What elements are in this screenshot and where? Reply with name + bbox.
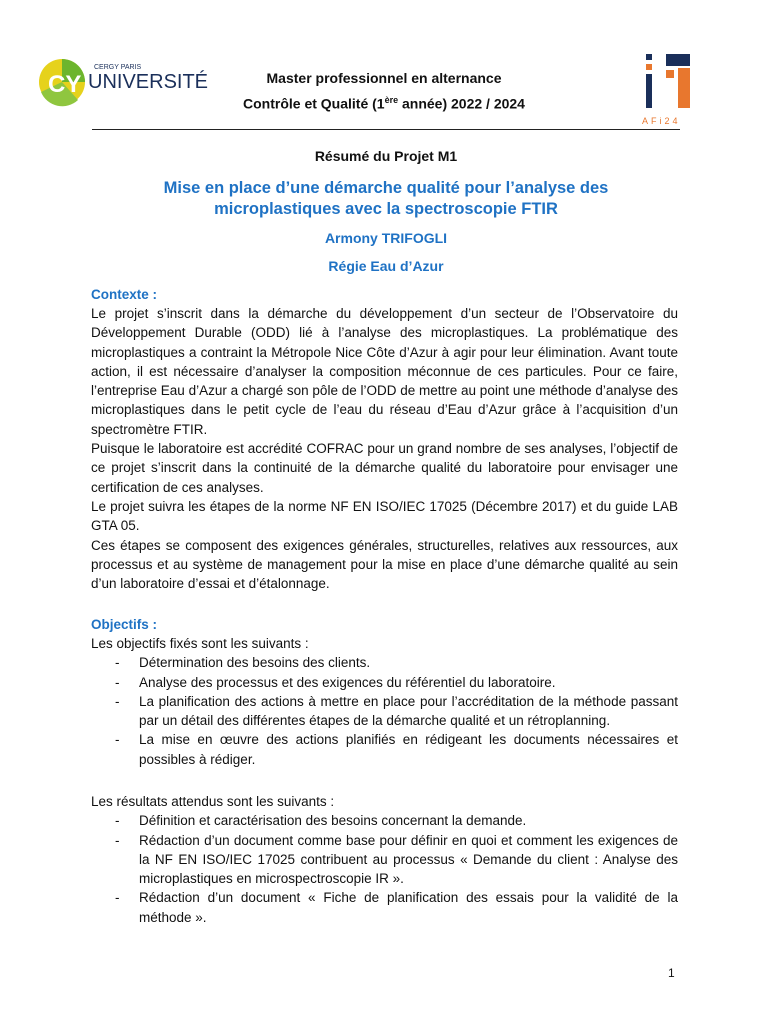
objectifs-body (91, 634, 678, 769)
results-body (91, 792, 678, 927)
contexte-heading: Contexte : (91, 287, 158, 302)
results-intro: Les résultats attendus sont les suivants : (91, 794, 335, 809)
contexte-paragraph: Le projet s’inscrit dans la démarche du développement d’un secteur de l’Observatoire du Développement Durable (ODD) lié à l’analyse des microplastiques. La problématique des microplastiques a contraint la Métropole Nice Côte d’Azur à agir pour leur élimination. Avant toute action, il est nécessaire d’analyser la composition méconnue de ces particules. Pour ce faire, l’entreprise Eau d’Azur a chargé son pôle de l’ODD de mettre au point une méthode d’analyse des microplastiques dans le petit cycle de l’eau du réseau d’Eau d’Azur grâce à l’acquisition d’un spectromètre FTIR. (91, 306, 678, 437)
author-name: Armony TRIFOGLI (324, 230, 448, 246)
contexte-paragraph: Puisque le laboratoire est accrédité COFRAC pour un grand nombre de ses analyses, l’objectif de ce projet s’inscrit dans la continuité de la démarche qualité du laboratoire pour envisager une certification de ces analyses. (91, 441, 678, 495)
objectifs-list (91, 653, 678, 769)
header-line2: Contrôle et Qualité (1ère année) 2022 / 2024 (243, 95, 525, 112)
contexte-paragraph: Le projet suivra les étapes de la norme NF EN ISO/IEC 17025 (Décembre 2017) et du guide LAB GTA 05. (91, 498, 678, 534)
organization-name: Régie Eau d’Azur (328, 258, 444, 274)
contexte-body (91, 304, 678, 593)
logo-afi-text: AFi24 (642, 116, 681, 126)
summary-label: Résumé du Projet M1 (314, 148, 458, 164)
afi24-logo (636, 52, 696, 130)
list-item: - Rédaction d’un document « Fiche de planification des essais pour la validité de la méthode ». (115, 890, 678, 925)
project-title: Mise en place d’une démarche qualité pour l’analyse des microplastiques avec la spectroscopie FTIR (163, 179, 609, 218)
logo-univ-text: UNIVERSITÉ (88, 71, 208, 93)
results-list (91, 811, 678, 927)
objectifs-intro: Les objectifs fixés sont les suivants : (91, 636, 309, 651)
list-item: - La mise en œuvre des actions planifiés en rédigeant les documents nécessaires et possibles à rédiger. (115, 732, 678, 767)
header-line1: Master professionnel en alternance (266, 70, 502, 86)
objectifs-heading: Objectifs : (91, 617, 158, 632)
cy-university-logo (38, 52, 208, 108)
logo-cy-text: CY (48, 71, 82, 98)
logo-small-text: CERGY PARIS (94, 64, 142, 71)
list-item: - La planification des actions à mettre en place pour l’accréditation de la méthode passant par un détail des différentes étapes de la démarche qualité et un rétroplanning. (115, 693, 678, 729)
page-number: 1 (668, 966, 675, 980)
list-item: - Définition et caractérisation des besoins concernant la demande. (115, 813, 527, 829)
list-item: - Détermination des besoins des clients. (115, 655, 371, 671)
contexte-paragraph: Ces étapes se composent des exigences générales, structurelles, relatives aux ressources, aux processus et au système de management pour la mise en place d’une démarche qualité au sein d’un laboratoire d’essai et d’étalonnage. (91, 537, 678, 592)
header-divider (92, 129, 680, 130)
list-item: - Rédaction d’un document comme base pour définir en quoi et comment les exigences de la NF EN ISO/IEC 17025 contribuent au processus « Demande du client : Analyse des microplastiques en microspectroscopie IR ». (115, 832, 678, 887)
list-item: - Analyse des processus et des exigences du référentiel du laboratoire. (115, 674, 556, 690)
